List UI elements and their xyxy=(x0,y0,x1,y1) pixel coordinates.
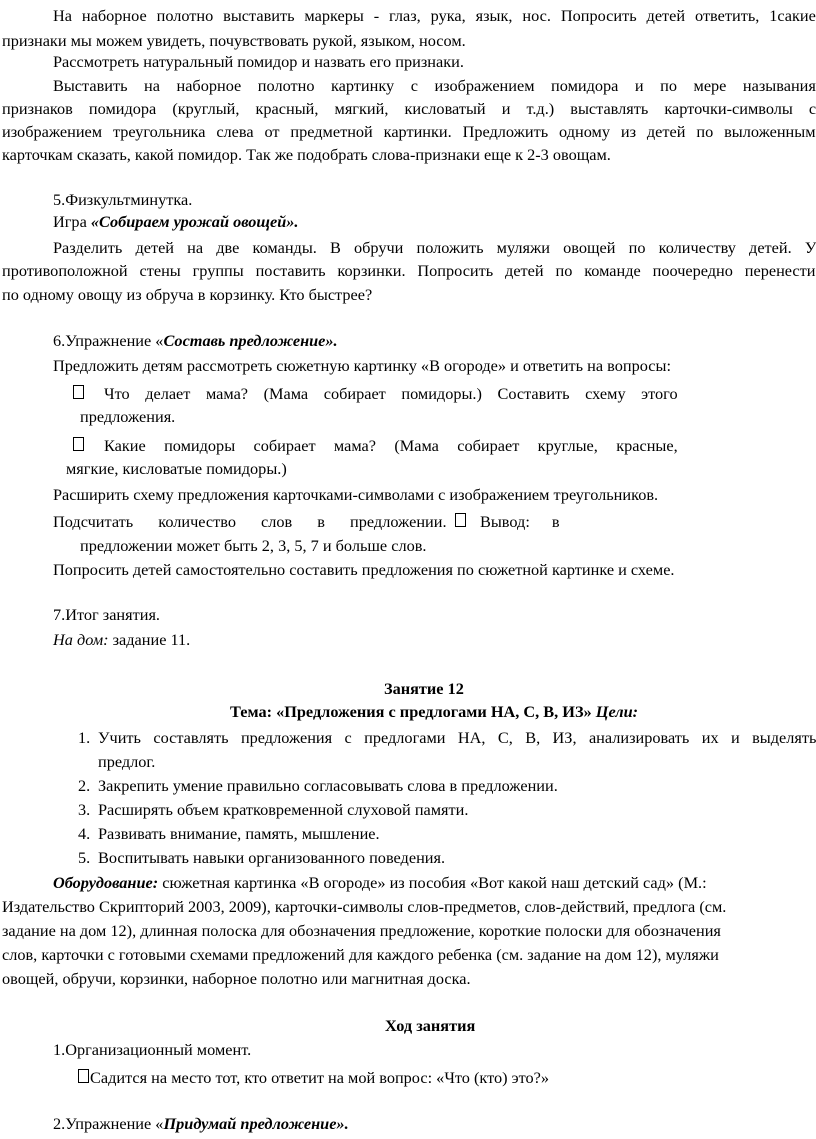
s7-heading: 7.Итог занятия. xyxy=(53,605,161,624)
s6-heading-title: Составь предложение». xyxy=(163,331,338,350)
lesson-topic xyxy=(230,700,638,725)
s6-question-2-line-1: Какие помидоры собирает мама? (Мама собирает круглые, красные, xyxy=(104,436,678,455)
lesson-title: Занятие 12 xyxy=(384,679,464,698)
goal-text: Расширять объем кратковременной слуховой памяти. xyxy=(98,800,469,819)
equipment-line-3: задание на дом 12), длинная полоска для обозначения предложение, короткие полоски для обозначения xyxy=(2,921,721,940)
s6-heading xyxy=(53,329,338,354)
goal-number: 5. xyxy=(78,848,91,867)
goal-number: 1. xyxy=(78,728,91,747)
bullet-icon xyxy=(73,381,84,406)
goal-text-continuation: предлог. xyxy=(98,752,156,771)
s7-home-label: На дом: xyxy=(53,630,109,649)
s6-count-conclusion: Вывод: в xyxy=(480,512,560,531)
p1-line-1: На наборное полотно выставить маркеры - глаз, рука, язык, нос. Попросить детей ответить, 1сакие xyxy=(53,6,816,25)
bullet-icon xyxy=(78,1065,89,1090)
org-moment: 1.Организационный момент. xyxy=(53,1040,252,1059)
exercise-2-prefix: 2.Упражнение « xyxy=(53,1114,164,1133)
exercise-2-heading xyxy=(53,1112,349,1137)
bullet-icon xyxy=(455,509,466,534)
goal-text: Развивать внимание, память, мышление. xyxy=(98,824,380,843)
p3-line-1: Выставить на наборное полотно картинку с изображением помидора и по мере называния xyxy=(53,76,816,95)
s6-expand: Расширить схему предложения карточками-символами с изображением треугольников. xyxy=(53,485,659,504)
s5-game xyxy=(53,210,298,235)
course-title: Ход занятия xyxy=(385,1016,476,1035)
s6-count-line-2: предложении может быть 2, 3, 5, 7 и больше слов. xyxy=(80,536,427,555)
equipment-text: сюжетная картинка «В огороде» из пособия «Вот какой наш детский сад» (М.: xyxy=(158,873,707,892)
s5-game-title: «Собираем урожай овощей». xyxy=(90,212,299,231)
goal-number: 2. xyxy=(78,776,91,795)
s6-count-line-1: Подсчитать количество слов в предложении. xyxy=(53,512,447,531)
s6-question-1-line-1: Что делает мама? (Мама собирает помидоры.) Составить схему этого xyxy=(104,384,678,403)
equipment-line-5: овощей, обручи, корзинки, наборное полотно или магнитная доска. xyxy=(2,969,471,988)
p2-line: Рассмотреть натуральный помидор и назвать его признаки. xyxy=(53,52,464,71)
goal-text: Закрепить умение правильно согласовывать слова в предложении. xyxy=(98,776,558,795)
s7-homework xyxy=(53,628,190,653)
goal-number: 3. xyxy=(78,800,91,819)
s6-heading-prefix: 6.Упражнение « xyxy=(53,331,164,350)
p3-line-4: карточкам сказать, какой помидор. Так же подобрать слова-признаки еще к 2-3 овощам. xyxy=(2,145,611,164)
lesson-topic-text: Тема: «Предложения с предлогами НА, С, В, ИЗ» xyxy=(230,702,596,721)
lesson-goals-label: Цели: xyxy=(595,702,639,721)
equipment-line-4: слов, карточки с готовыми схемами предложений для каждого ребенка (см. задание на дом 12), муляжи xyxy=(2,945,719,964)
exercise-2-title: Придумай предложение». xyxy=(163,1114,349,1133)
s5-line-3: по одному овощу из обруча в корзинку. Кто быстрее? xyxy=(2,285,373,304)
p3-line-3: изображением треугольника слева от предметной картинки. Предложить одному из детей по выложенным xyxy=(2,122,816,141)
s7-home-text: задание 11. xyxy=(108,630,191,649)
p3-line-2: признаков помидора (круглый, красный, мягкий, кисловатый и т.д.) выставлять карточки-символы с xyxy=(2,99,816,118)
bullet-icon xyxy=(73,433,84,458)
s5-line-1: Разделить детей на две команды. В обручи положить муляжи овощей по количеству детей. У xyxy=(53,238,816,257)
goal-text: Учить составлять предложения с предлогами НА, С, В, ИЗ, анализировать их и выделять xyxy=(98,728,816,747)
s5-heading: 5.Физкультминутка. xyxy=(53,190,193,209)
org-item: Садится на место тот, кто ответит на мой вопрос: «Что (кто) это?» xyxy=(90,1068,550,1087)
goal-text: Воспитывать навыки организованного поведения. xyxy=(98,848,446,867)
s6-question-2-line-2: мягкие, кисловатые помидоры.) xyxy=(66,459,287,478)
goal-number: 4. xyxy=(78,824,91,843)
equipment-line-2: Издательство Скрипторий 2003, 2009), карточки-символы слов-предметов, слов-действий, предлога (см. xyxy=(2,897,727,916)
s6-last: Попросить детей самостоятельно составить предложения по сюжетной картинке и схеме. xyxy=(53,560,675,579)
equipment-line-1 xyxy=(53,871,707,896)
s5-game-prefix: Игра xyxy=(53,212,91,231)
s5-line-2: противоположной стены группы поставить корзинки. Попросить детей по команде поочередно перенести xyxy=(2,261,816,280)
s6-question-1-line-2: предложения. xyxy=(80,407,176,426)
equipment-label: Оборудование: xyxy=(53,873,159,892)
s6-intro: Предложить детям рассмотреть сюжетную картинку «В огороде» и ответить на вопросы: xyxy=(53,356,671,375)
p1-line-2: признаки мы можем увидеть, почувствовать рукой, языком, носом. xyxy=(2,31,466,50)
